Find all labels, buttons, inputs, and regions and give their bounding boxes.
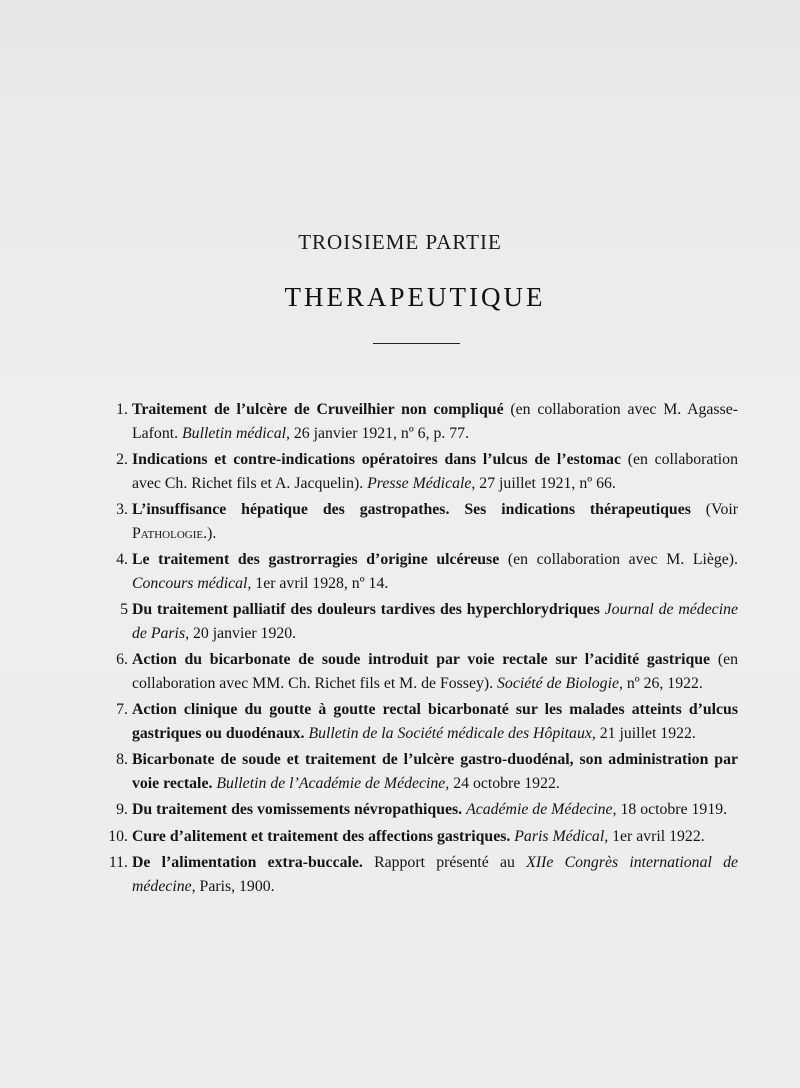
- entry-text: nº 26, 1922.: [622, 674, 703, 692]
- list-item: [104, 698, 738, 745]
- entry-journal: Concours médical,: [132, 574, 252, 592]
- entry-number: 4.: [116, 551, 128, 568]
- entry-number: 8.: [116, 751, 128, 768]
- entry-title: Du traitement palliatif des douleurs tardives des hyperchlorydriques: [132, 601, 600, 618]
- entry-number: 3.: [116, 501, 128, 518]
- entry-title: De l’alimentation extra-buccale.: [132, 854, 363, 871]
- entry-journal: Presse Médicale,: [367, 474, 476, 492]
- entry-text: 1er avril 1922.: [608, 827, 705, 845]
- list-item: [104, 398, 738, 445]
- entry-title: Cure d’alitement et traitement des affections gastriques.: [132, 827, 511, 845]
- part-label: TROISIEME PARTIE: [298, 230, 502, 254]
- entry-number: 5: [120, 601, 128, 618]
- entry-journal: Académie de Médecine,: [466, 801, 617, 818]
- entry-text: 20 janvier 1920.: [189, 624, 297, 642]
- entry-number: 9.: [116, 801, 128, 818]
- bibliography-list: [104, 398, 738, 901]
- entry-crossref: Pathologie.: [132, 524, 208, 542]
- list-item: [104, 748, 738, 795]
- entry-title: Bicarbonate de soude et traitement de l’ulcère gastro-duodénal, son administration par voie rectale.: [132, 751, 738, 792]
- entry-text: (Voir: [690, 501, 738, 518]
- list-item: [104, 648, 738, 695]
- entry-text: 21 juillet 1922.: [595, 724, 696, 742]
- entry-number: 11.: [108, 854, 128, 871]
- entry-text: 27 juillet 1921, nº 66.: [475, 474, 616, 492]
- list-item: [104, 448, 738, 495]
- entry-title: L’insuffisance hépatique des gastropathes. Ses indications thérapeutiques: [132, 501, 691, 518]
- list-item: [104, 498, 738, 545]
- entry-text: 26 janvier 1921, nº 6, p. 77.: [289, 424, 470, 442]
- entry-title: Du traitement des vomissements névropathiques.: [132, 801, 463, 818]
- entry-number: 1.: [116, 401, 128, 418]
- title-divider: [373, 343, 460, 344]
- list-item: [104, 798, 738, 822]
- entry-journal: Journal de médecine de Paris,: [132, 601, 738, 642]
- entry-journal: Paris Médical,: [514, 827, 609, 845]
- entry-journal: Société de Biologie,: [497, 674, 623, 692]
- entry-title: Traitement de l’ulcère de Cruveilhier non compliqué: [132, 401, 504, 418]
- entry-text: 24 octobre 1922.: [449, 774, 560, 792]
- entry-text: (en collaboration avec M. Liège).: [499, 551, 738, 568]
- entry-text: Rapport présenté au: [362, 854, 527, 871]
- entry-text: 18 octobre 1919.: [616, 801, 728, 818]
- entry-journal: Bulletin de la Société médicale des Hôpitaux,: [308, 724, 596, 742]
- entry-number: 7.: [116, 701, 128, 718]
- entry-title: Indications et contre-indications opératoires dans l’ulcus de l’estomac: [132, 451, 621, 468]
- entry-text: ).: [207, 524, 217, 542]
- entry-text: (en collaboration avec Ch. Richet fils et A. Jacquelin).: [132, 451, 738, 492]
- entry-journal: Bulletin de l’Académie de Médecine,: [216, 774, 450, 792]
- entry-text: (en collaboration avec MM. Ch. Richet fils et M. de Fossey).: [132, 651, 738, 692]
- entry-number: 10.: [108, 827, 128, 845]
- entry-text: (en collaboration avec M. Agasse-Lafont.: [132, 401, 738, 442]
- entry-number: 6.: [116, 651, 128, 668]
- part-title: THERAPEUTIQUE: [284, 282, 546, 312]
- list-item: [104, 825, 738, 849]
- entry-journal: Bulletin médical,: [182, 424, 290, 442]
- entry-journal: XIIe Congrès international de médecine,: [132, 854, 738, 895]
- entry-title: Le traitement des gastrorragies d’origine ulcéreuse: [132, 551, 500, 568]
- list-item: [104, 598, 738, 645]
- entry-title: Action clinique du goutte à goutte rectal bicarbonaté sur les malades atteints d’ulcus gastriques ou duodénaux.: [132, 701, 738, 742]
- list-item: [104, 851, 738, 898]
- entry-text: Paris, 1900.: [195, 877, 275, 895]
- entry-title: Action du bicarbonate de soude introduit par voie rectale sur l’acidité gastrique: [132, 651, 711, 668]
- entry-text: 1er avril 1928, nº 14.: [251, 574, 389, 592]
- list-item: [104, 548, 738, 595]
- entry-number: 2.: [116, 451, 128, 468]
